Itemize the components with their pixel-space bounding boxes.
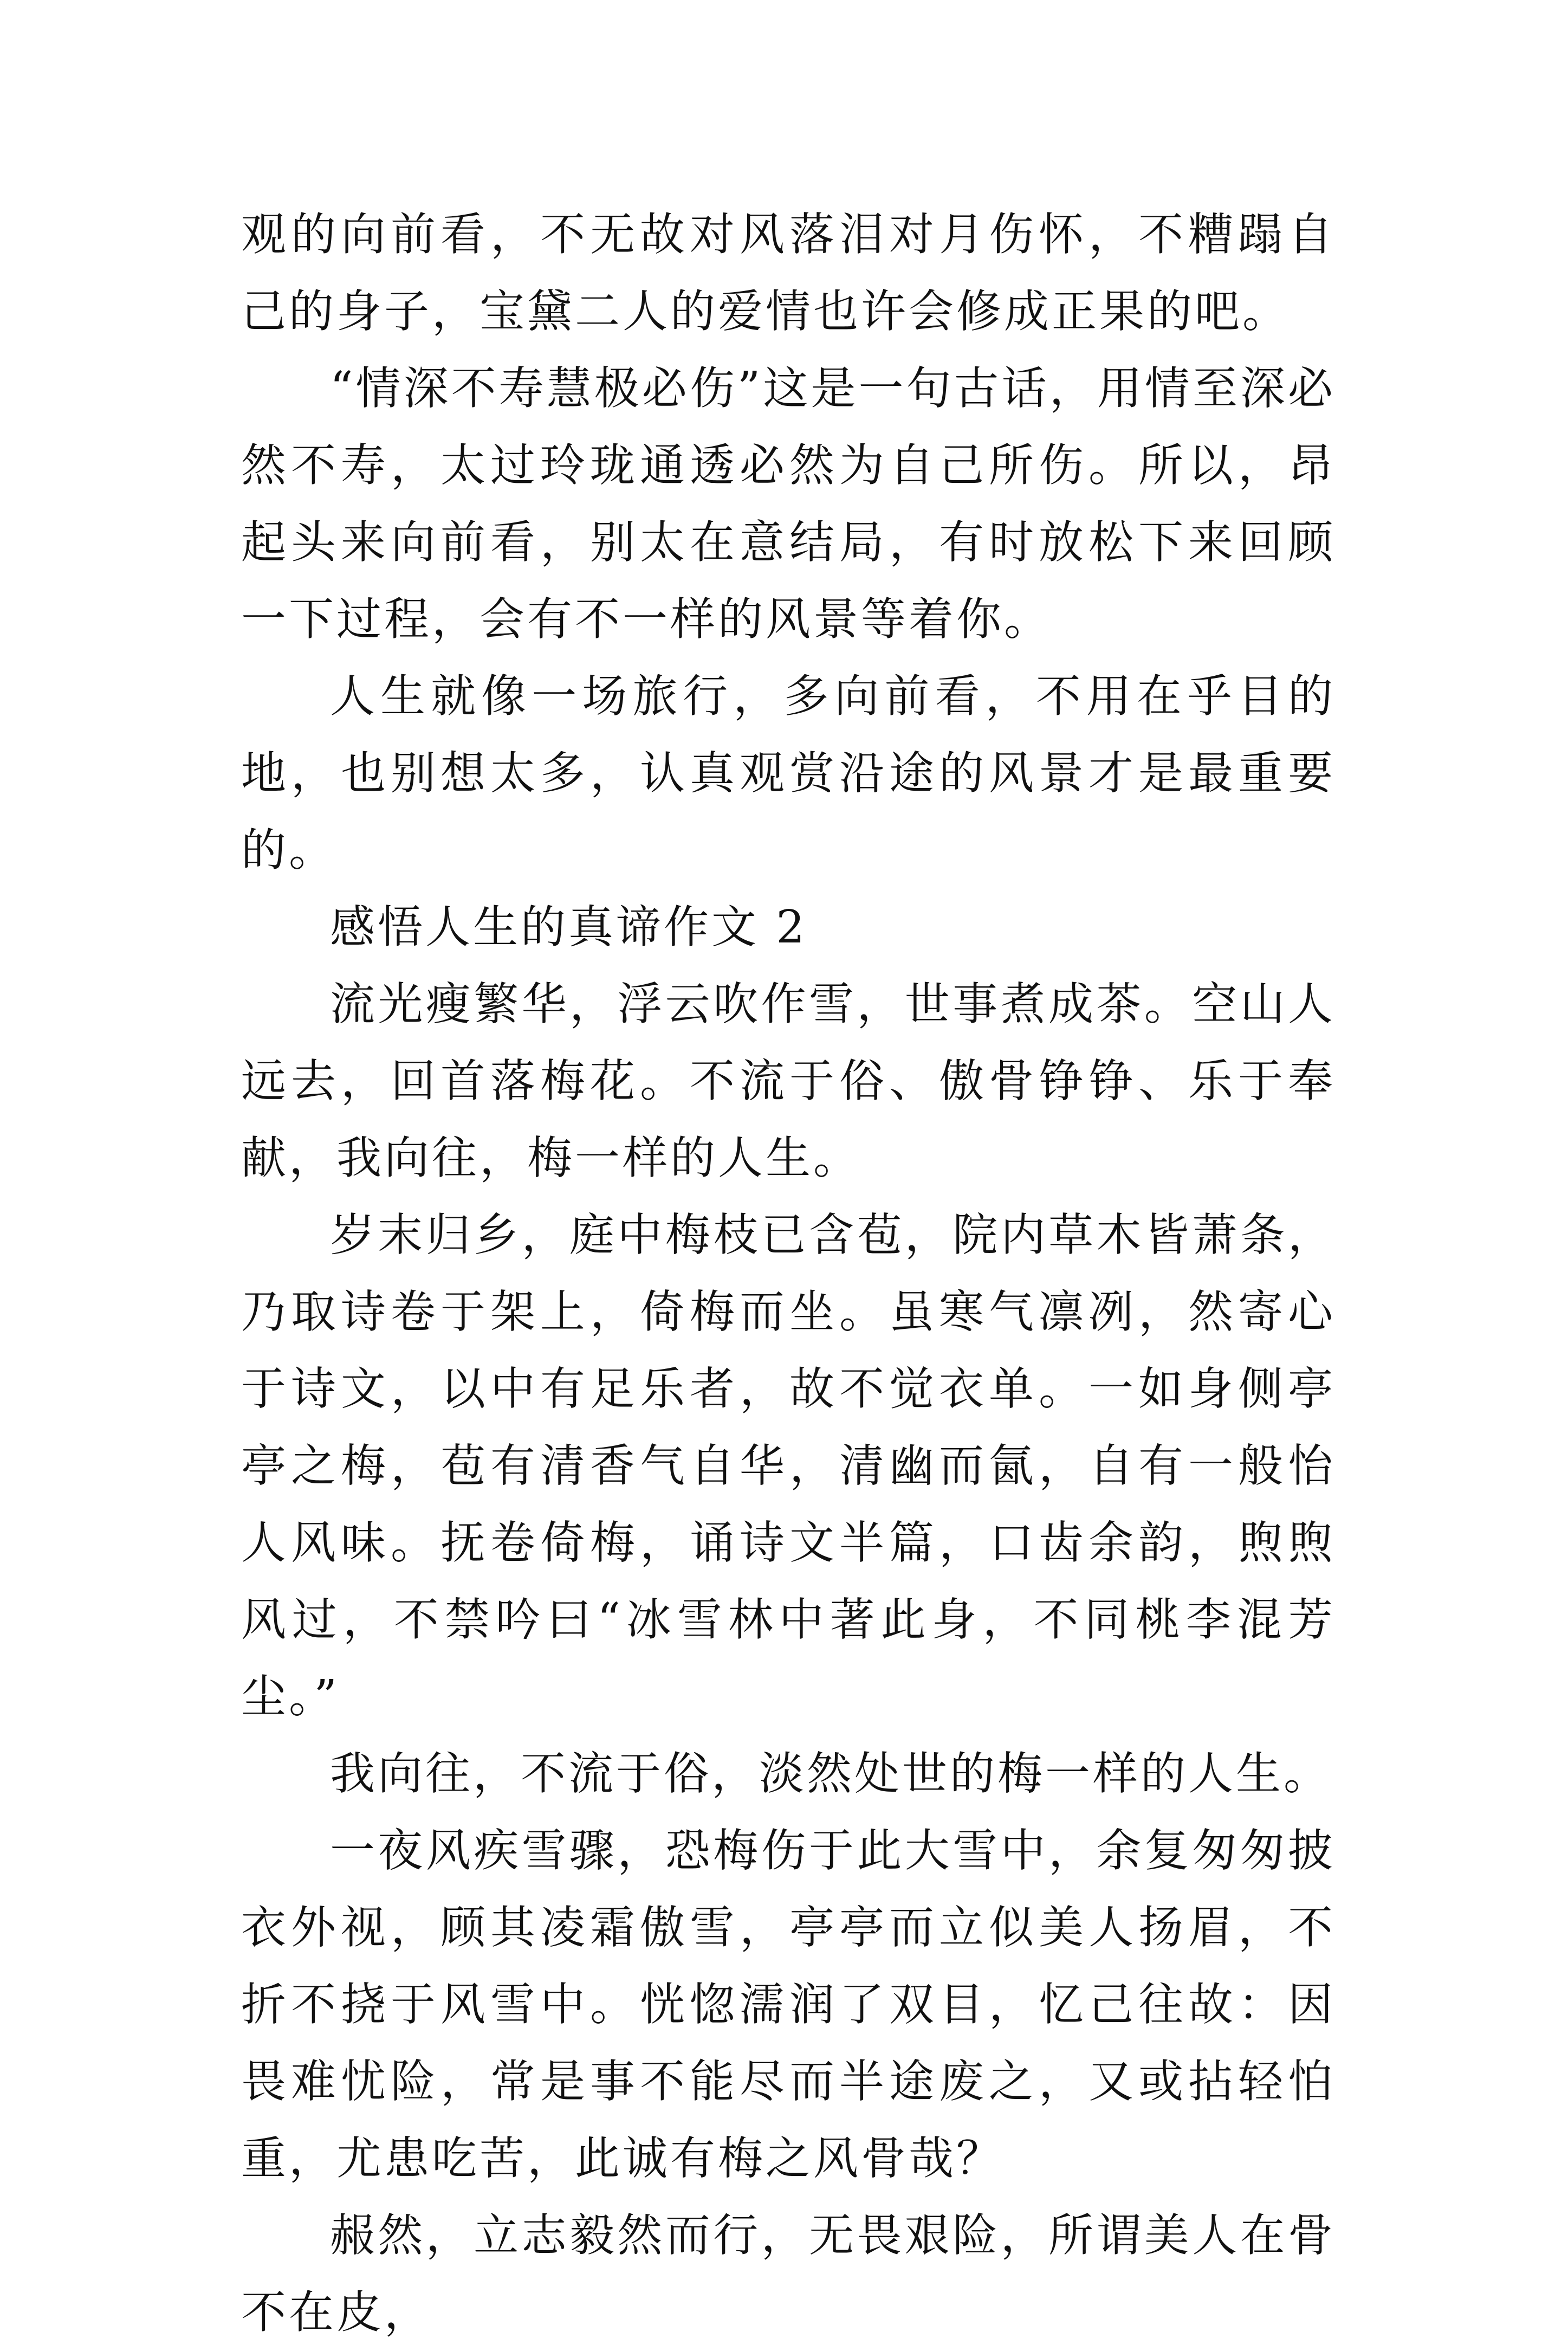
paragraph-homecoming: 岁末归乡，庭中梅枝已含苞，院内草木皆萧条，乃取诗卷于架上，倚梅而坐。虽寒气凛冽，然寄心于诗文，以中有足乐者，故不觉衣单。一如身侧亭亭之梅，苞有清香气自华，清幽而氤，自有一般怡人风味。抚卷倚梅，诵诗文半篇，口齿余韵，煦煦风过，不禁吟曰“冰雪林中著此身，不同桃李混芳尘。” (241, 1209, 1336, 1723)
document-body (241, 196, 1336, 2351)
paragraph-idiom: “情深不寿慧极必伤”这是一句古话，用情至深必然不寿，太过玲珑通透必然为自己所伤。所以，昂起头来向前看，别太在意结局，有时放松下来回顾一下过程，会有不一样的风景等着你。 (241, 362, 1336, 645)
paragraph-continuation: 观的向前看，不无故对风落泪对月伤怀，不糟蹋自己的身子，宝黛二人的爱情也许会修成正果的吧。 (241, 208, 1336, 338)
paragraph-resolve: 赧然，立志毅然而行，无畏艰险，所谓美人在骨不在皮， (241, 2209, 1336, 2339)
section-heading: 感悟人生的真谛作文 2 (330, 901, 808, 953)
paragraph-aspiration: 我向往，不流于俗，淡然处世的梅一样的人生。 (330, 1747, 1331, 1800)
paragraph-plum-intro: 流光瘦繁华，浮云吹作雪，世事煮成茶。空山人远去，回首落梅花。不流于俗、傲骨铮铮、乐于奉献，我向往，梅一样的人生。 (241, 978, 1336, 1184)
paragraph-journey: 人生就像一场旅行，多向前看，不用在乎目的地，也别想太多，认真观赏沿途的风景才是最重要的。 (241, 670, 1336, 876)
paragraph-snow-night: 一夜风疾雪骤，恐梅伤于此大雪中，余复匆匆披衣外视，顾其凌霜傲雪，亭亭而立似美人扬眉，不折不挠于风雪中。恍惚濡润了双目，忆己往故：因畏难忧险，常是事不能尽而半途废之，又或拈轻怕重，尤患吃苦，此诚有梅之风骨哉？ (241, 1824, 1336, 2185)
